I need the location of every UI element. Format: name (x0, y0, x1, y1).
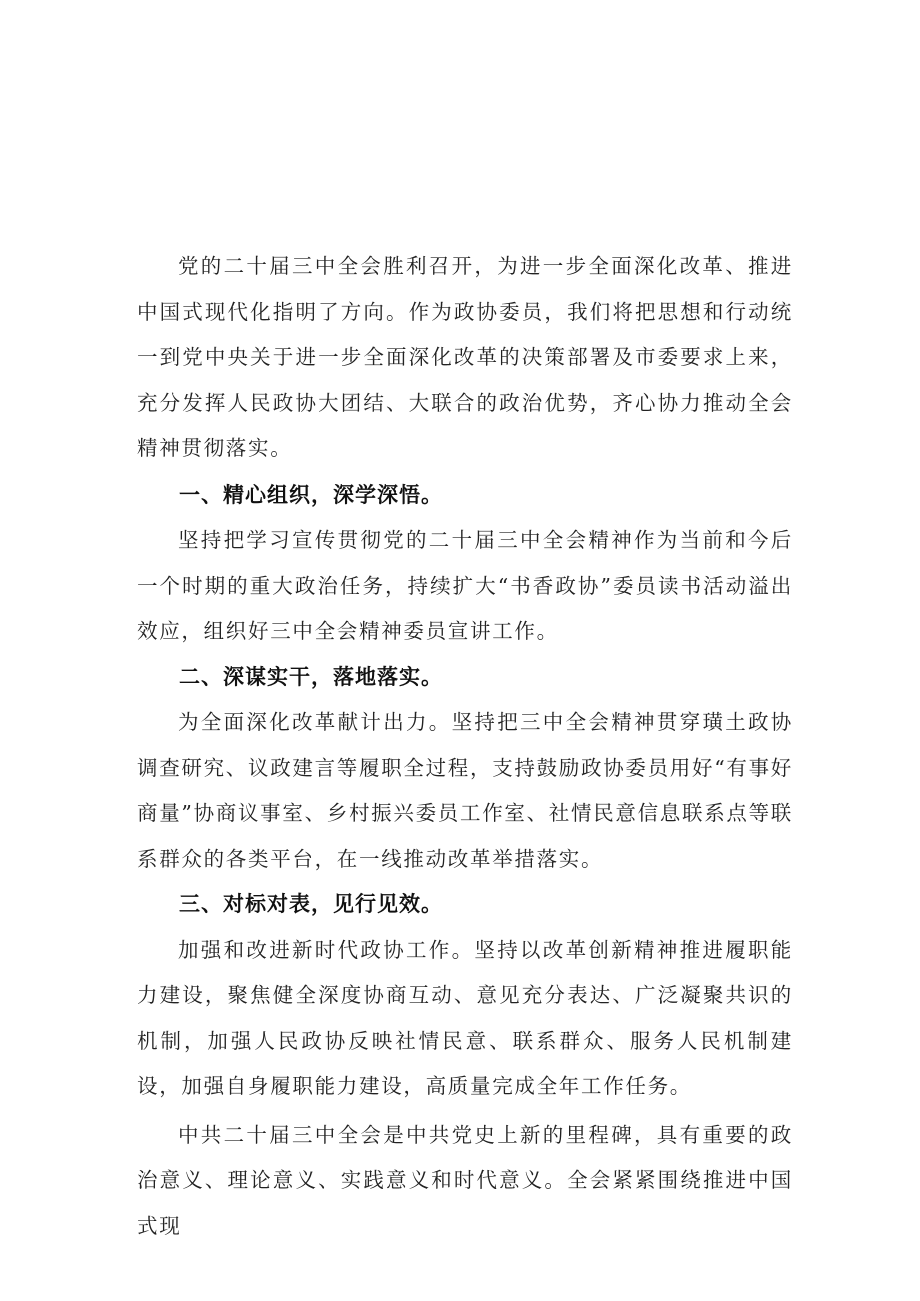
intro-paragraph: 党的二十届三中全会胜利召开，为进一步全面深化改革、推进中国式现代化指明了方向。作为政协委员，我们将把思想和行动统一到党中央关于进一步全面深化改革的决策部署及市委要求上来，充分发挥人民政协大团结、大联合的政治优势，齐心协力推动全会精神贯彻落实。 (137, 254, 793, 460)
closing-paragraph: 中共二十届三中全会是中共党史上新的里程碑，具有重要的政治意义、理论意义、实践意义和时代意义。全会紧紧围绕推进中国式现 (137, 1122, 793, 1238)
section-1-body: 坚持把学习宣传贯彻党的二十届三中全会精神作为当前和今后一个时期的重大政治任务，持续扩大“书香政协”委员读书活动溢出效应，组织好三中全会精神委员宣讲工作。 (137, 528, 793, 643)
document-body (137, 244, 793, 1249)
section-2-heading: 二、深谋实干，落地落实。 (179, 664, 443, 689)
section-2-body: 为全面深化改革献计出力。坚持把三中全会精神贯穿璜土政协调查研究、议政建言等履职全过程，支持鼓励政协委员用好“有事好商量”协商议事室、乡村振兴委员工作室、社情民意信息联系点等联系群众的各类平台，在一线推动改革举措落实。 (137, 710, 793, 871)
section-3-body: 加强和改进新时代政协工作。坚持以改革创新精神推进履职能力建设，聚焦健全深度协商互动、意见充分表达、广泛凝聚共识的机制，加强人民政协反映社情民意、联系群众、服务人民机制建设，加强自身履职能力建设，高质量完成全年工作任务。 (137, 937, 793, 1098)
section-3-heading: 三、对标对表，见行见效。 (179, 892, 443, 916)
section-1-heading: 一、精心组织，深学深悟。 (179, 482, 443, 507)
